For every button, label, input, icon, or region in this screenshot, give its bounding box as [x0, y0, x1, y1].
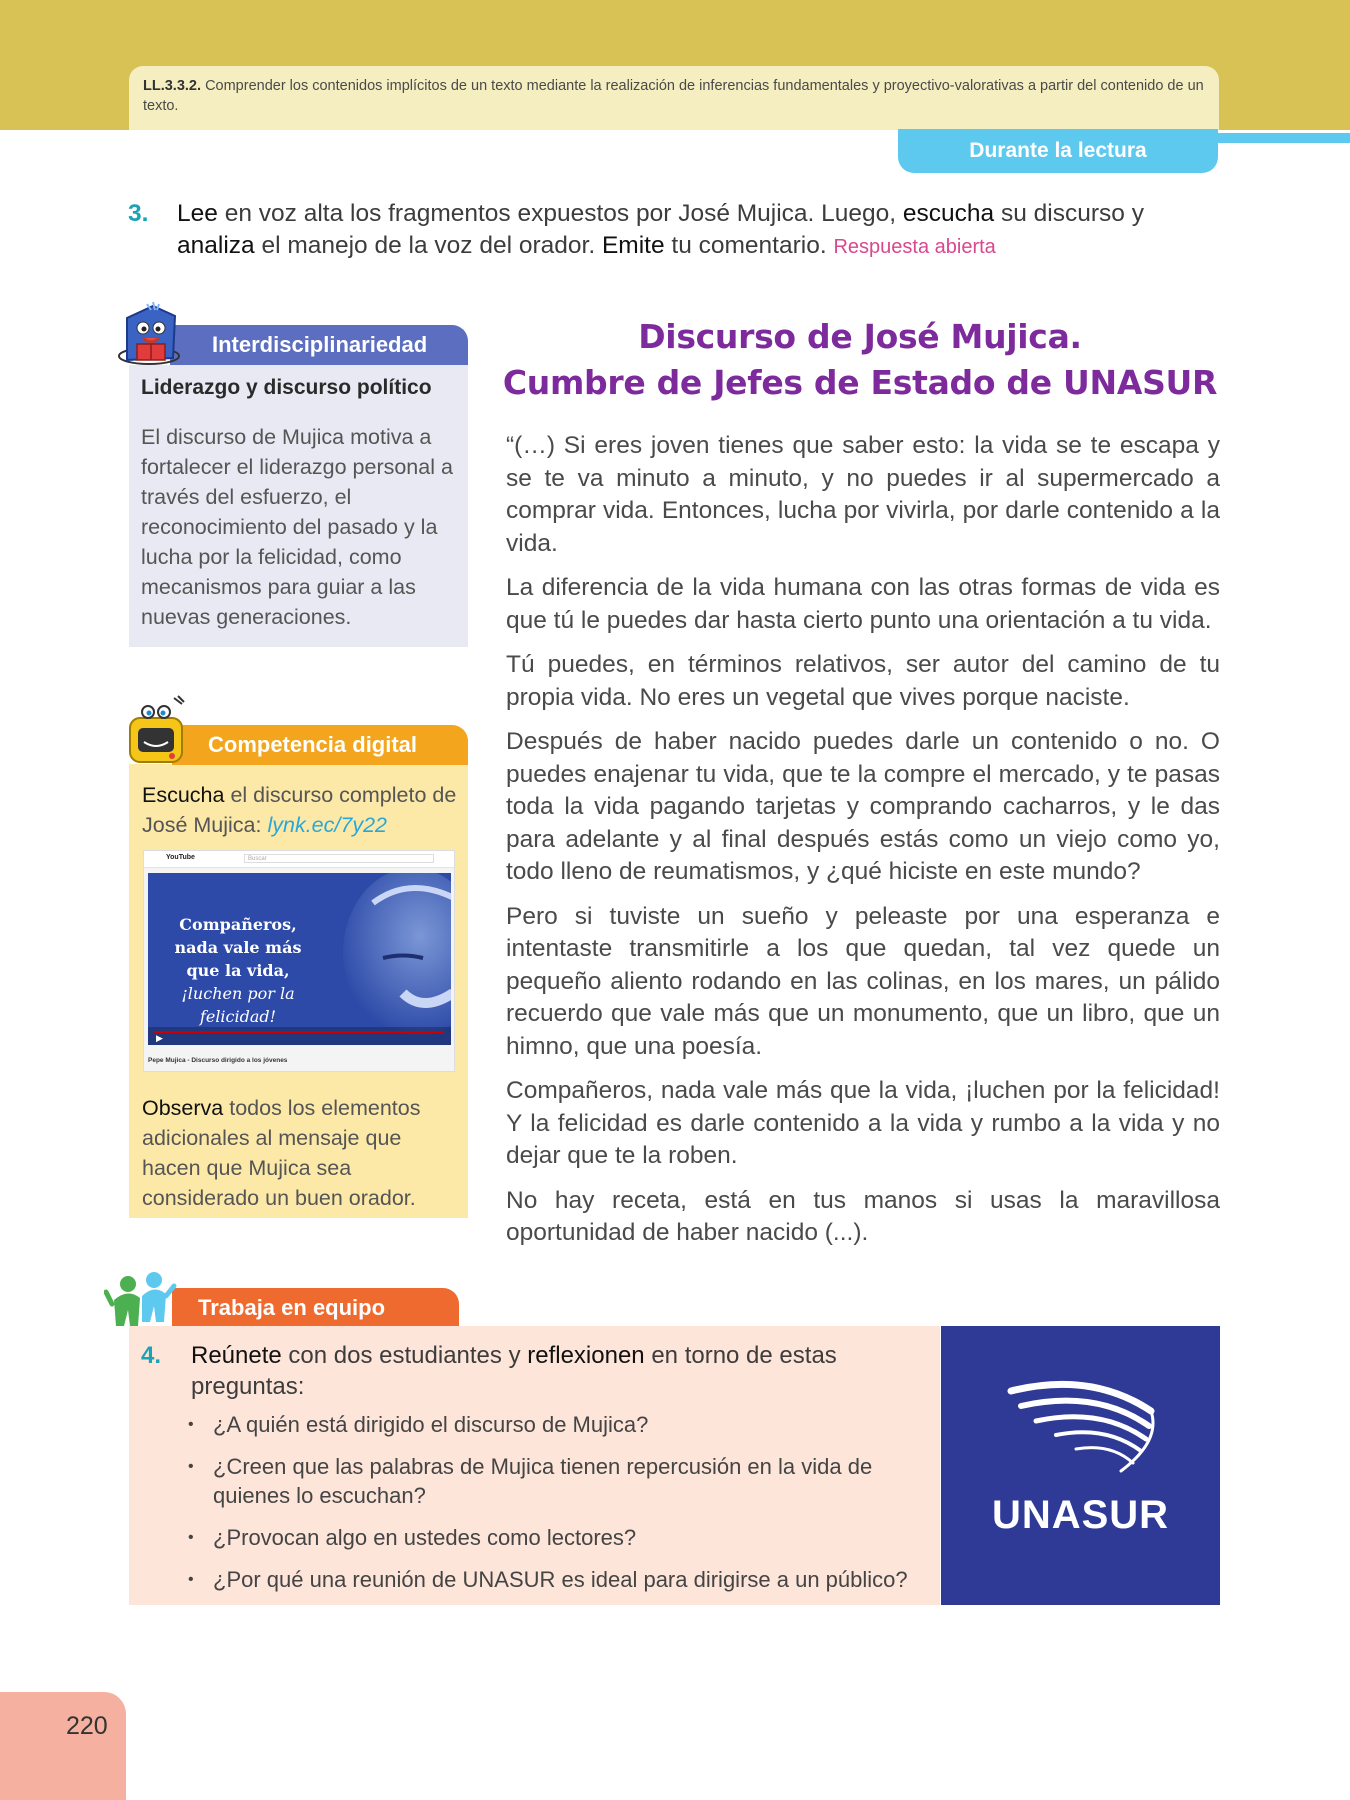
- speech-paragraph: Compañeros, nada vale más que la vida, ¡luchen por la felicidad! Y la felicidad es darle contenido a la vida y rumbo a la vida y no dejar que te la roben.: [506, 1077, 1220, 1169]
- keyword-emite: Emite: [601, 232, 665, 259]
- youtube-logo: YouTube: [166, 854, 195, 861]
- book-mascot-icon: [113, 298, 193, 378]
- activity-text: su discurso y: [994, 200, 1144, 227]
- keyword-reunete: Reúnete: [191, 1342, 282, 1369]
- quote-line: nada vale más: [174, 938, 302, 957]
- interdisciplinariedad-tab: [170, 325, 468, 365]
- keyword-observa: Observa: [142, 1096, 224, 1120]
- competencia-digital-instruction: [142, 780, 462, 840]
- keyword-reflexionen: reflexionen: [527, 1342, 645, 1369]
- quote-line: que la vida,: [186, 961, 290, 980]
- interdisciplinariedad-tab-label: Interdisciplinariedad: [212, 332, 428, 357]
- activity-text: el manejo de la voz del orador.: [254, 232, 602, 259]
- activity-4: [141, 1340, 901, 1402]
- unasur-logo-image: [941, 1326, 1220, 1605]
- list-item: • ¿Creen que las palabras de Mujica tienen repercusión en la vida de quienes lo escuchan?: [182, 1452, 922, 1510]
- list-item: • ¿Por qué una reunión de UNASUR es ideal para dirigirse a un público?: [182, 1565, 922, 1594]
- speech-title: [500, 314, 1220, 406]
- speaker-portrait-image: [313, 873, 451, 1045]
- robot-mascot-icon: [122, 694, 192, 768]
- speech-paragraph: No hay receta, está en tus manos si usas la maravillosa oportunidad de haber nacido (...).: [506, 1186, 1220, 1246]
- competencia-digital-observe: [142, 1093, 462, 1213]
- activity-4-text: [141, 1340, 901, 1402]
- competencia-text: el discurso completo de José Mujica:: [142, 783, 457, 837]
- interdisciplinariedad-text: El discurso de Mujica motiva a fortalecer el liderazgo personal a través del esfuerzo, el reconocimiento del pasado y la lucha por la felicidad, como mecanismos para guiar a las nuevas generaciones.: [141, 425, 453, 629]
- activity-text: tu comentario.: [664, 232, 827, 259]
- youtube-search-input[interactable]: Buscar: [244, 854, 434, 863]
- activity-number: 4.: [141, 1342, 162, 1369]
- page-number-tab: [0, 1692, 126, 1800]
- section-tab-durante-la-lectura: Durante la lectura: [898, 129, 1218, 173]
- speech-paragraph: La diferencia de la vida humana con las otras formas de vida es que tú le puedes dar hasta cierto punto una orientación a tu vida.: [506, 574, 1220, 634]
- trabaja-en-equipo-tab: Trabaja en equipo: [172, 1288, 459, 1326]
- skill-criterion: [129, 66, 1219, 130]
- youtube-header: [144, 851, 454, 868]
- interdisciplinariedad-subtitle: Liderazgo y discurso político: [141, 376, 432, 399]
- speech-title-line: Discurso de José Mujica.: [638, 317, 1082, 356]
- video-caption: Pepe Mujica - Discurso dirigido a los jóvenes: [148, 1057, 288, 1064]
- skill-code: LL.3.3.2.: [143, 78, 202, 94]
- keyword-escucha: escucha: [902, 200, 995, 227]
- competencia-digital-tab: Competencia digital: [172, 725, 468, 765]
- skill-text: Comprender los contenidos implícitos de un texto mediante la realización de inferencias fundamentales y proyectivo-valorativas a partir del contenido de un texto.: [143, 78, 1204, 114]
- activity-text: en torno de estas preguntas:: [191, 1342, 837, 1400]
- list-item: • ¿Provocan algo en ustedes como lectores?: [182, 1523, 922, 1552]
- speech-paragraph: Después de haber nacido puedes darle un contenido o no. O puedes enajenar tu vida, que te la compre el mercado, y te pasas toda la vida pagando tarjetas y comprando cacharros, y le das para adelante y al final después estás como un viejo como yo, todo lleno de reumatismos, y ¿qué hiciste en este mundo?: [506, 728, 1220, 885]
- activity-3: [128, 198, 1228, 263]
- list-item: • ¿A quién está dirigido el discurso de Mujica?: [182, 1410, 922, 1439]
- keyword-lee: Lee: [177, 200, 218, 227]
- answer-note: Respuesta abierta: [833, 236, 996, 258]
- team-people-icon: [104, 1270, 194, 1342]
- video-quote: [168, 913, 308, 1028]
- quote-line: ¡luchen por la: [181, 984, 295, 1003]
- video-progress-bar[interactable]: [154, 1031, 444, 1033]
- activity-text: en voz alta los fragmentos expuestos por José Mujica. Luego,: [217, 200, 903, 227]
- page-number: 220: [66, 1712, 108, 1740]
- unasur-swirl-icon: [1001, 1371, 1161, 1481]
- activity-text: con dos estudiantes y: [281, 1342, 528, 1369]
- unasur-wordmark: UNASUR: [991, 1493, 1170, 1537]
- quote-line: Compañeros,: [179, 915, 297, 934]
- quote-line: felicidad!: [199, 1007, 277, 1026]
- speech-paragraph: “(…) Si eres joven tienes que saber esto: la vida se te escapa y se te va minuto a minuto, y no puedes ir al supermercado a comprar vida. Entonces, lucha por vivirla, por darle contenido a la vida.: [506, 432, 1220, 557]
- play-icon[interactable]: ▶: [156, 1033, 163, 1043]
- video-thumbnail[interactable]: [143, 850, 455, 1072]
- competencia-text: todos los elementos adicionales al mensaje que hacen que Mujica sea considerado un buen orador.: [142, 1096, 421, 1210]
- video-controls[interactable]: [148, 1027, 451, 1045]
- speech-paragraph: Pero si tuviste un sueño y peleaste por una esperanza e intentaste transmitirle a los que quedan, tal vez quede un pequeño aliento rodando en las colinas, en los mares, un pálido recuerdo que vale más que un monumento, que un libro, que un himno, que una poesía.: [506, 902, 1220, 1060]
- video-player[interactable]: [148, 873, 451, 1045]
- question-list: [182, 1410, 922, 1607]
- activity-3-text: [128, 198, 1228, 263]
- keyword-analiza: analiza: [177, 232, 255, 259]
- speech-title-line: Cumbre de Jefes de Estado de UNASUR: [502, 363, 1218, 402]
- speech-text: [506, 430, 1220, 1262]
- speech-paragraph: Tú puedes, en términos relativos, ser autor del camino de tu propia vida. No eres un vegetal que vives porque naciste.: [506, 651, 1220, 711]
- keyword-escucha: Escucha: [142, 783, 225, 807]
- activity-number: 3.: [128, 200, 149, 227]
- video-link[interactable]: lynk.ec/7y22: [267, 813, 387, 837]
